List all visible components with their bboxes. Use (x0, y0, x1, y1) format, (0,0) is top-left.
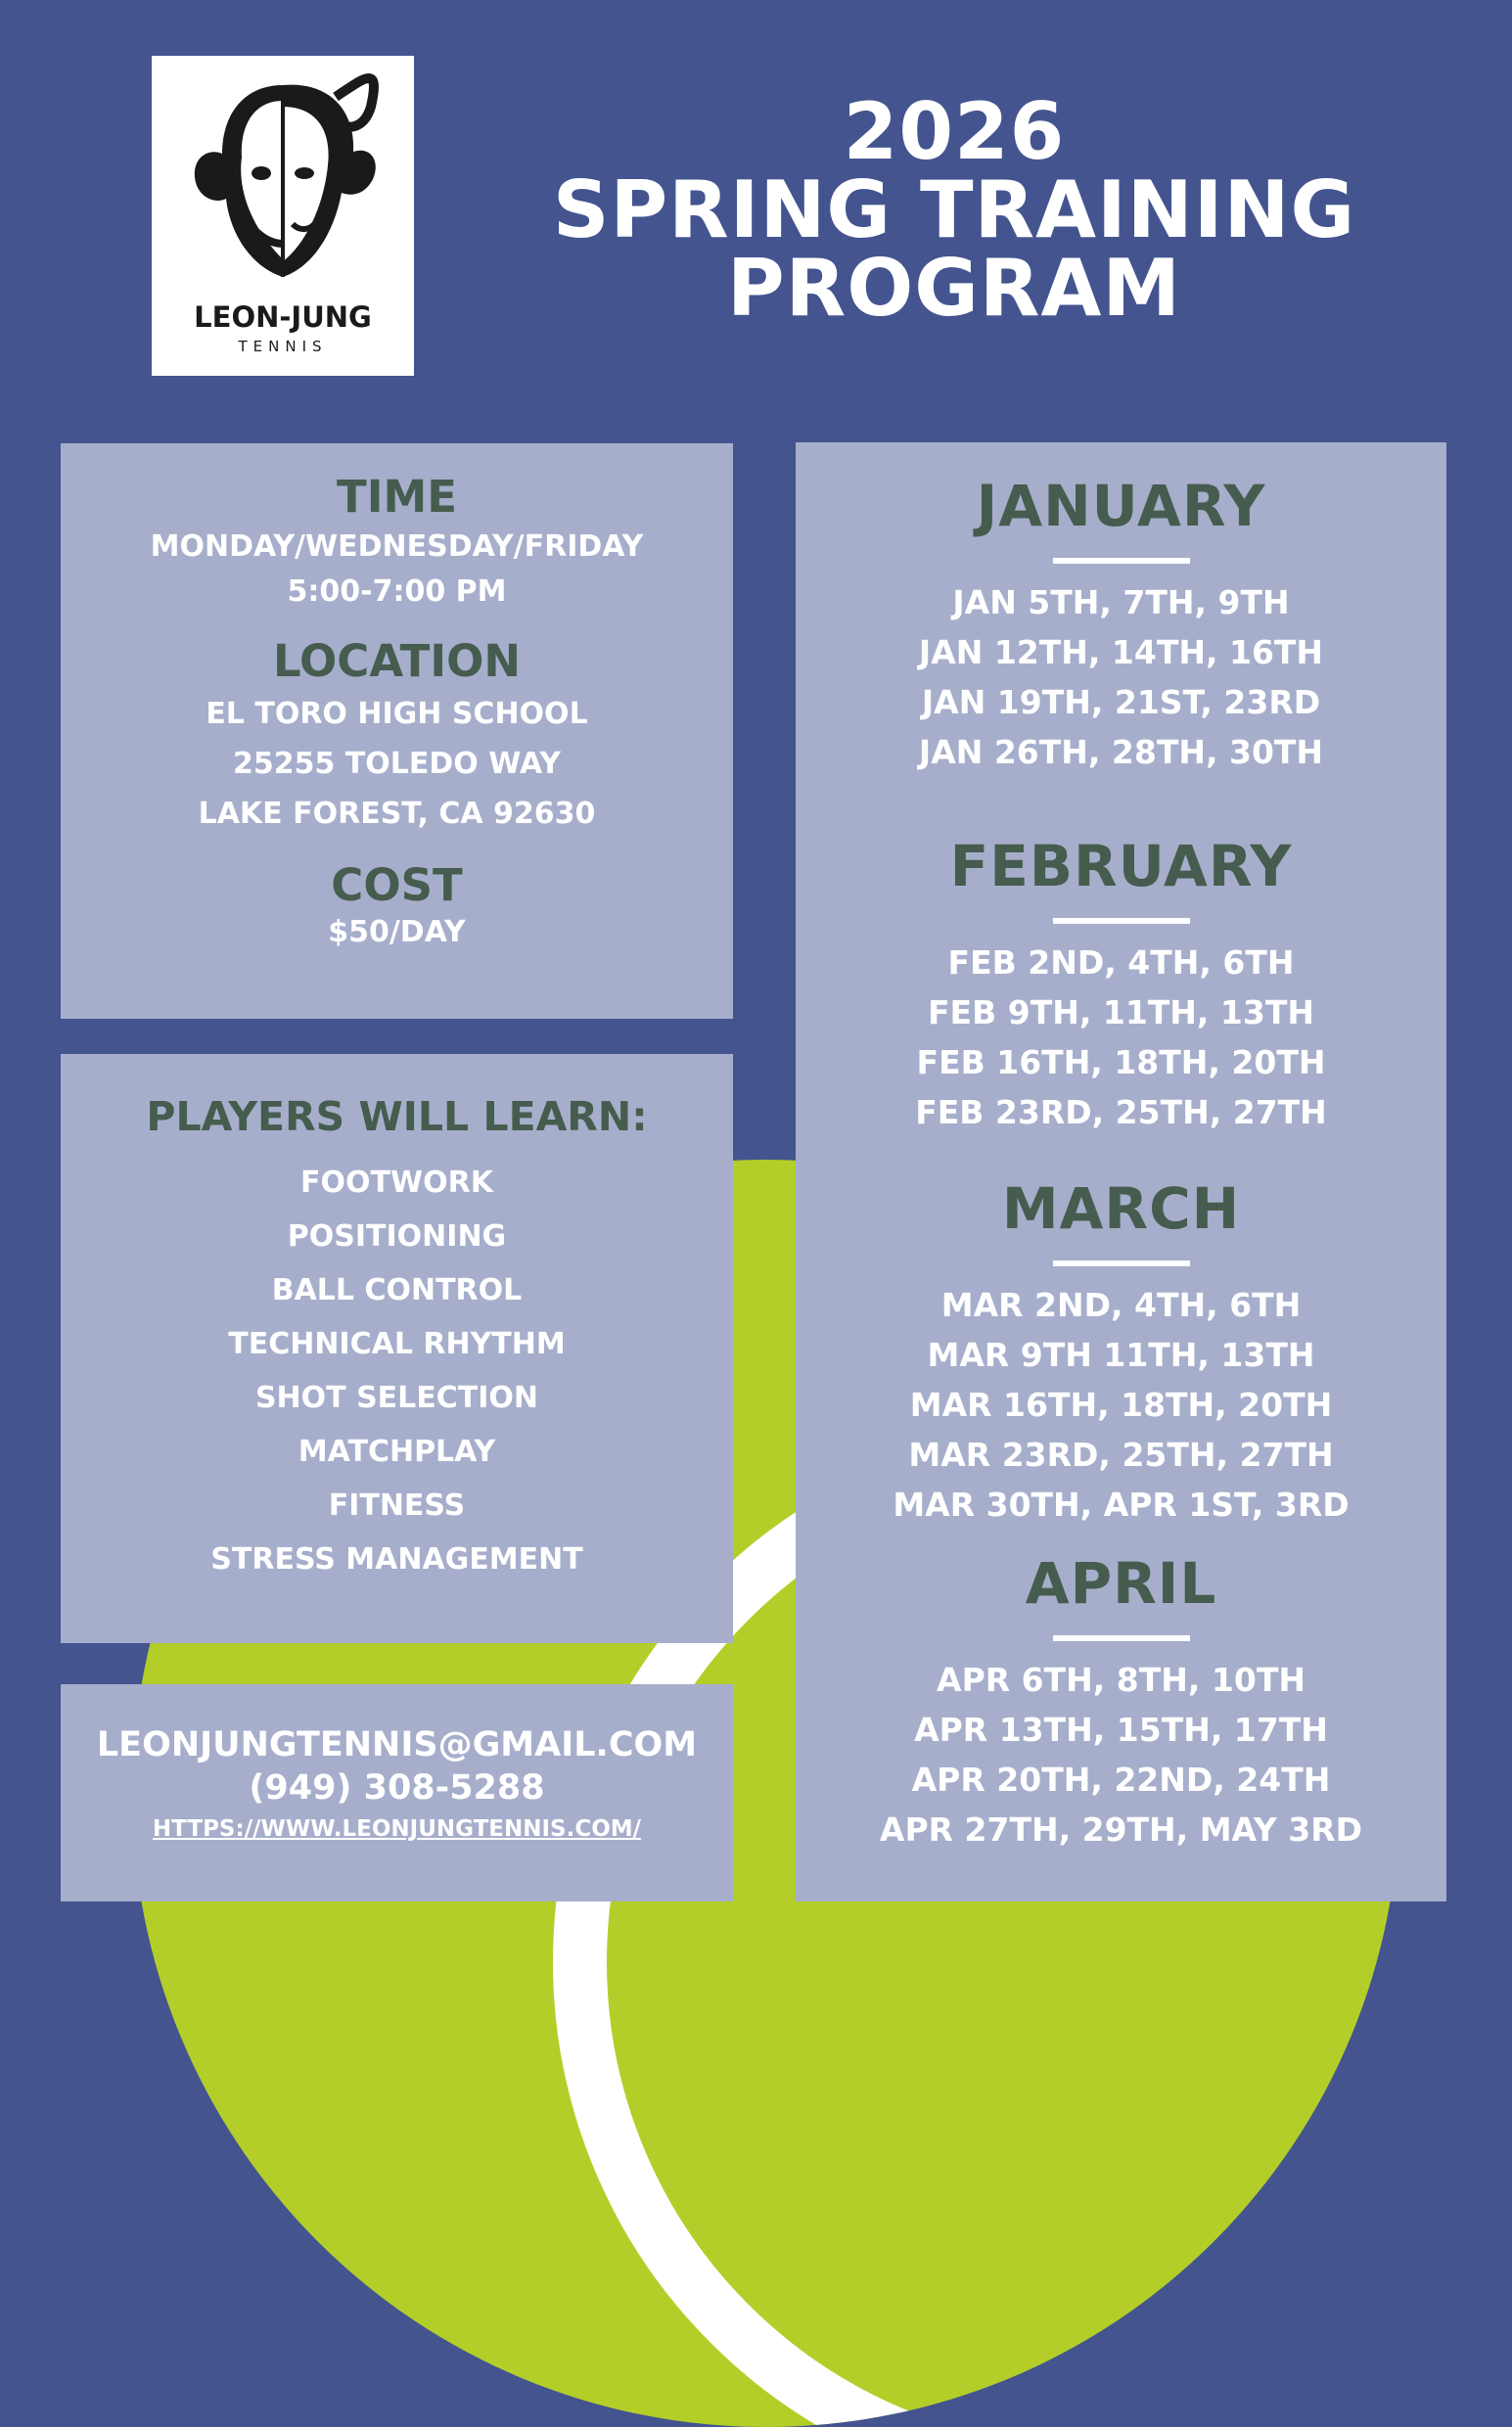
date-row: APR 6TH, 8TH, 10TH (937, 1661, 1306, 1699)
schedule-panel (796, 442, 1446, 1901)
date-row: FEB 9TH, 11TH, 13TH (928, 993, 1314, 1031)
date-row: MAR 9TH 11TH, 13TH (927, 1336, 1315, 1374)
location-heading: LOCATION (272, 635, 522, 687)
list-item: STRESS MANAGEMENT (210, 1542, 583, 1577)
list-item: FOOTWORK (300, 1166, 493, 1200)
date-row: FEB 23RD, 25TH, 27TH (915, 1093, 1327, 1131)
month-april (796, 1549, 1446, 1855)
month-march (796, 1174, 1446, 1530)
list-item: SHOT SELECTION (254, 1381, 539, 1415)
date-row: JAN 5TH, 7TH, 9TH (952, 583, 1290, 621)
logo-name: LEON-JUNG (194, 300, 372, 334)
list-item: POSITIONING (287, 1219, 507, 1254)
date-row: MAR 23RD, 25TH, 27TH (908, 1436, 1334, 1474)
month-divider (1053, 1635, 1190, 1641)
contact-email[interactable]: LEONJUNGTENNIS@GMAIL.COM (96, 1725, 698, 1764)
date-row: FEB 16TH, 18TH, 20TH (916, 1043, 1326, 1081)
title-line-3: PROGRAM (726, 243, 1182, 334)
monkey-bull-logo-icon (179, 68, 387, 298)
contact-phone[interactable]: (949) 308-5288 (249, 1768, 545, 1808)
logo (152, 56, 414, 376)
list-item: TECHNICAL RHYTHM (228, 1327, 566, 1361)
month-heading: APRIL (1025, 1550, 1217, 1617)
list-item: MATCHPLAY (298, 1435, 496, 1469)
month-heading: FEBRUARY (949, 833, 1293, 899)
learn-heading: PLAYERS WILL LEARN: (146, 1093, 648, 1140)
time-days: MONDAY/WEDNESDAY/FRIDAY (150, 529, 644, 564)
location-line-1: EL TORO HIGH SCHOOL (206, 697, 588, 731)
title-line-2: SPRING TRAINING (552, 164, 1356, 255)
list-item: FITNESS (328, 1488, 466, 1523)
date-row: APR 27TH, 29TH, MAY 3RD (879, 1810, 1363, 1849)
month-divider (1053, 918, 1190, 924)
month-january (796, 472, 1446, 777)
month-divider (1053, 1260, 1190, 1266)
date-row: MAR 30TH, APR 1ST, 3RD (893, 1486, 1350, 1524)
contact-panel (61, 1684, 733, 1901)
month-divider (1053, 558, 1190, 564)
date-row: FEB 2ND, 4TH, 6TH (947, 943, 1295, 982)
time-hours: 5:00-7:00 PM (287, 574, 507, 609)
date-row: MAR 16TH, 18TH, 20TH (909, 1386, 1333, 1424)
date-row: APR 20TH, 22ND, 24TH (911, 1761, 1331, 1799)
date-row: JAN 12TH, 14TH, 16TH (918, 633, 1324, 671)
info-panel (61, 443, 733, 1019)
month-february (796, 832, 1446, 1137)
date-row: JAN 19TH, 21ST, 23RD (921, 683, 1321, 721)
date-row: MAR 2ND, 4TH, 6TH (940, 1286, 1302, 1324)
location-line-3: LAKE FOREST, CA 92630 (198, 797, 596, 831)
time-heading: TIME (337, 471, 457, 523)
cost-value: $50/DAY (328, 915, 466, 949)
month-heading: MARCH (1001, 1175, 1241, 1242)
location-line-2: 25255 TOLEDO WAY (232, 747, 562, 781)
website-link[interactable]: HTTPS://WWW.LEONJUNGTENNIS.COM/ (152, 1816, 642, 1842)
month-heading: JANUARY (976, 473, 1266, 539)
date-row: JAN 26TH, 28TH, 30TH (918, 733, 1324, 771)
page-title (548, 86, 1360, 334)
logo-subtitle: TENNIS (238, 338, 328, 355)
list-item: BALL CONTROL (271, 1273, 523, 1307)
title-year: 2026 (843, 86, 1066, 177)
cost-heading: COST (331, 859, 463, 911)
learn-panel (61, 1054, 733, 1643)
date-row: APR 13TH, 15TH, 17TH (914, 1711, 1328, 1749)
